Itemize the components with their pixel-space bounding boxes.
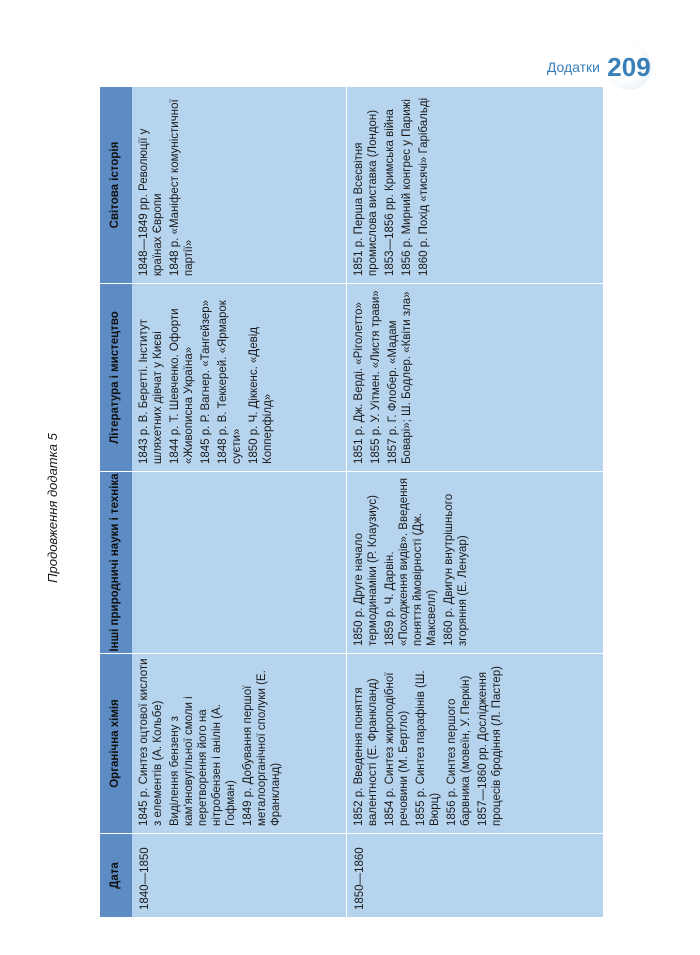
header-section-title: Додатки xyxy=(546,59,600,75)
date-value: 1840—1850 xyxy=(139,847,151,910)
entry: 1860 р. Похід «тисячі» Гарібальді xyxy=(418,97,431,276)
entry: 1849 р. Добування першої металоорганічної сполуки (Е. Франкланд) xyxy=(242,670,283,826)
entry: 1851 р. Дж. Верді. «Ріголетто» xyxy=(353,302,365,464)
entry: 1850 р. Друге начало термодинаміки (Р. Клаузиус) xyxy=(353,494,380,646)
column-header-date: Дата xyxy=(100,833,132,917)
table-row xyxy=(346,87,603,917)
date-cell xyxy=(132,833,346,917)
entry: 1855 р. У. Уітмен. «Листя трави» xyxy=(370,290,383,464)
entry: 1852 р. Введення поняття валентності (Е. Франкланд) xyxy=(353,678,380,826)
organic-chemistry-cell xyxy=(347,653,603,833)
other-sciences-cell xyxy=(347,471,603,653)
table-row xyxy=(132,87,346,917)
entry: 1844 р. Т. Шевченко. Офорти «Живописна Україна» xyxy=(169,308,196,464)
world-history-cell xyxy=(132,87,346,283)
date-value: 1850—1860 xyxy=(354,847,366,910)
column-header-organic-chemistry: Органічна хімія xyxy=(100,653,132,833)
entry: 1857 р. Г. Флобер. «Мадам Боварі»; Ш. Бодлер. «Квіти зла» xyxy=(387,291,414,464)
continuation-label: Продовження додатка 5 xyxy=(45,433,60,583)
rotated-table xyxy=(100,87,603,917)
entry: 1845 р. Р. Вагнер. «Тангейзер» xyxy=(200,300,213,464)
table-header-row xyxy=(100,87,132,917)
entry: 1856 р. Синтез першого барвника (мовеїн, У. Перкін) xyxy=(446,675,473,826)
literature-art-cell xyxy=(347,283,603,471)
page-number: 209 xyxy=(606,44,652,90)
entry: 1843 р. В. Беретті. Інститут шляхетних дівчат у Києві xyxy=(138,319,165,464)
entry: 1855 р. Синтез парафінів (Ш. Вюрц) xyxy=(415,670,442,826)
entry: 1845 р. Синтез оцтової кислоти з елементів (А. Кольбе) xyxy=(138,658,165,826)
entry: 1856 р. Мирний конгрес у Парижі xyxy=(401,99,414,276)
table-frame xyxy=(100,87,603,917)
entry: 1853—1856 рр. Кримська війна xyxy=(384,109,397,276)
entry: 1848 р. «Маніфест комуністичної партії» xyxy=(169,99,196,276)
entry: 1851 р. Перша Всесвітня промислова виставка (Лондон) xyxy=(353,109,380,276)
entry: 1860 р. Двигун внутрішнього згоряння (Е. Ленуар) xyxy=(443,493,470,646)
date-cell xyxy=(347,833,603,917)
entry: 1854 р. Синтез жироподібної речовини (М. Бертло) xyxy=(384,672,411,826)
column-header-world-history: Світова історія xyxy=(109,141,122,229)
column-header-other-sciences: Інші природничі науки і техніка xyxy=(100,471,132,653)
entry: 1857—1860 рр. Дослідження процесів бродіння (Л. Пастер) xyxy=(477,666,504,826)
entry: 1850 р. Ч. Діккенс. «Девід Копперфілд» xyxy=(248,327,275,464)
literature-art-cell xyxy=(132,283,346,471)
entry: Виділення бензену з кам'яновугільної смоли і перетворення його на нітробензен і анілін (А. Гофман) xyxy=(169,696,238,826)
column-header-literature-art: Література і мистецтво xyxy=(100,283,132,471)
entry: 1848 р. В. Теккерей. «Ярмарок суєти» xyxy=(217,300,244,464)
organic-chemistry-cell xyxy=(132,653,346,833)
world-history-cell xyxy=(347,87,603,283)
page-header xyxy=(547,44,652,90)
entry: 1848—1849 рр. Революції у країнах Європи xyxy=(138,128,165,276)
other-sciences-cell xyxy=(132,471,346,653)
entry: 1859 р. Ч. Дарвін. «Походження видів». Введення поняття ймовірності (Дж. Максвелл) xyxy=(384,477,439,646)
